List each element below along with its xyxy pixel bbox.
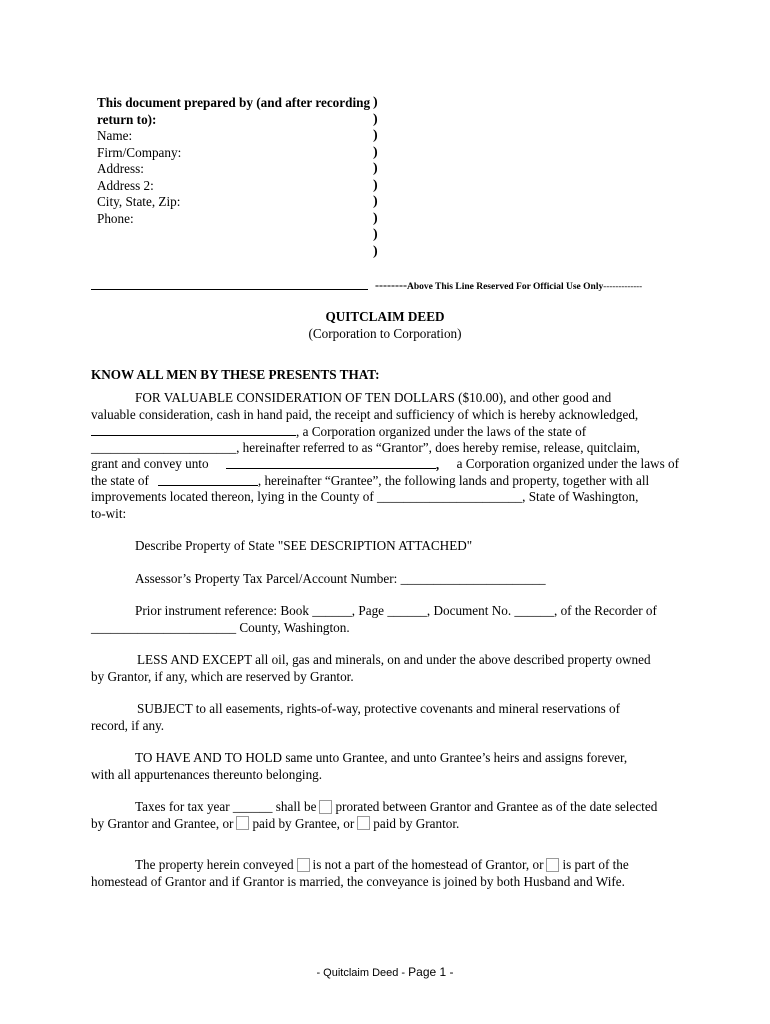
consideration-text: improvements located thereon, lying in the County of ______________________, State of Washington, xyxy=(91,489,639,504)
paren: ) xyxy=(373,111,378,127)
taxes-line xyxy=(91,799,679,816)
consideration-text: , hereinafter referred to as “Grantor”, does hereby remise, release, quitclaim, xyxy=(236,439,640,455)
footer-label: - Quitclaim Deed - xyxy=(316,967,406,979)
consideration-text: to-wit: xyxy=(91,505,127,521)
taxes-line xyxy=(91,816,679,833)
habendum-paragraph xyxy=(91,750,679,783)
recording-divider-line xyxy=(91,289,368,290)
prepared-by-heading-2: return to): xyxy=(97,111,157,127)
taxes-text: by Grantor and Grantee, or xyxy=(91,815,234,831)
taxes-text: paid by Grantor. xyxy=(373,815,460,831)
page-footer xyxy=(0,964,770,982)
know-all-heading: KNOW ALL MEN BY THESE PRESENTS THAT: xyxy=(91,367,380,382)
consideration-paragraph xyxy=(91,390,679,522)
prior-instrument-paragraph xyxy=(91,603,679,636)
prepared-by-block xyxy=(97,95,371,227)
consideration-line xyxy=(91,440,679,457)
reserved-text: Above This Line Reserved For Official Use Only xyxy=(406,282,604,292)
consideration-line xyxy=(91,473,679,490)
less-and-except-paragraph xyxy=(91,652,679,685)
homestead-line xyxy=(91,874,679,891)
reserved-dashes-left: -------- xyxy=(375,278,407,292)
grantor-name-blank[interactable] xyxy=(91,423,296,436)
taxes-text: prorated between Grantor and Grantee as of the date selected xyxy=(335,799,658,814)
consideration-line xyxy=(91,407,679,424)
paren: ) xyxy=(373,128,378,143)
paren: ) xyxy=(373,161,378,176)
is-homestead-checkbox[interactable] xyxy=(546,858,559,872)
consideration-text: valuable consideration, cash in hand paid, the receipt and sufficiency of which is hereby acknowledged, xyxy=(91,406,639,422)
consideration-line xyxy=(91,456,679,473)
not-homestead-checkbox[interactable] xyxy=(297,858,310,872)
assessor-parcel-number: Assessor’s Property Tax Parcel/Account Number: ______________________ xyxy=(135,571,546,586)
prior-text: Prior instrument reference: Book ______, Page ______, Document No. ______, of the Recorder of xyxy=(135,603,657,618)
homestead-paragraph xyxy=(91,857,679,890)
consideration-line xyxy=(91,390,679,407)
consideration-text: , a Corporation organized under the laws of the state of xyxy=(296,424,587,439)
paren: ) xyxy=(373,243,378,259)
homestead-text: homestead of Grantor and if Grantor is married, the conveyance is joined by both Husband and Wife. xyxy=(91,873,625,889)
subject-line xyxy=(91,701,679,718)
consideration-text: grant and convey unto xyxy=(91,456,209,471)
paid-by-grantee-checkbox[interactable] xyxy=(236,816,249,830)
paren: ) xyxy=(373,177,378,193)
field-phone-label: Phone: xyxy=(97,210,134,226)
page-number: Page 1 - xyxy=(408,965,454,979)
field-city-label: City, State, Zip: xyxy=(97,194,181,209)
habendum-text: TO HAVE AND TO HOLD same unto Grantee, and unto Grantee’s heirs and assigns forever, xyxy=(135,750,628,765)
field-address-label: Address: xyxy=(97,161,144,176)
consideration-text: a Corporation organized under the laws of xyxy=(456,456,679,471)
subject-text: SUBJECT to all easements, rights-of-way, protective covenants and mineral reservations of xyxy=(137,701,621,716)
consideration-line xyxy=(91,423,679,440)
prepared-by-heading: This document prepared by (and after recording xyxy=(97,95,371,110)
homestead-text: is part of the xyxy=(562,857,629,872)
taxes-paragraph xyxy=(91,799,679,832)
less-line xyxy=(91,652,679,669)
grantee-name-blank[interactable] xyxy=(226,456,436,469)
subject-text: record, if any. xyxy=(91,717,165,733)
reserved-dashes-right: ------------- xyxy=(603,281,643,291)
consideration-line xyxy=(91,489,679,506)
less-line xyxy=(91,669,679,686)
field-address2-label: Address 2: xyxy=(97,177,154,193)
consideration-line xyxy=(91,506,679,523)
reserved-line-notice xyxy=(375,277,642,296)
homestead-line xyxy=(91,857,679,874)
paren: ) xyxy=(373,144,378,160)
prorated-checkbox[interactable] xyxy=(319,800,332,814)
paren: ) xyxy=(373,194,378,209)
prior-text: ______________________ County, Washington. xyxy=(91,619,350,635)
document-title: QUITCLAIM DEED xyxy=(325,309,445,324)
property-description: Describe Property of State "SEE DESCRIPTION ATTACHED" xyxy=(135,538,473,553)
comma: , xyxy=(435,457,440,472)
grantee-state-blank[interactable] xyxy=(158,473,258,486)
paid-by-grantor-checkbox[interactable] xyxy=(357,816,370,830)
consideration-text: , hereinafter “Grantee”, the following lands and property, together with all xyxy=(257,472,650,488)
less-text: by Grantor, if any, which are reserved by Grantor. xyxy=(91,668,354,684)
habendum-text: with all appurtenances thereunto belonging. xyxy=(91,766,323,782)
bracket-column xyxy=(373,95,378,260)
consideration-text: the state of xyxy=(91,472,149,488)
subject-line xyxy=(91,718,679,735)
prior-line xyxy=(91,620,679,637)
paren: ) xyxy=(373,95,378,110)
taxes-text: Taxes for tax year ______ shall be xyxy=(135,799,317,814)
consideration-text: FOR VALUABLE CONSIDERATION OF TEN DOLLARS ($10.00), and other good and xyxy=(135,390,612,405)
grantor-state-blank[interactable]: ______________________ xyxy=(91,439,237,455)
paren: ) xyxy=(373,210,378,226)
subject-to-paragraph xyxy=(91,701,679,734)
paren: ) xyxy=(373,227,378,242)
field-name-label: Name: xyxy=(97,128,133,143)
less-text: LESS AND EXCEPT all oil, gas and minerals, on and under the above described property owned xyxy=(137,652,651,667)
homestead-text: is not a part of the homestead of Grantor, or xyxy=(312,857,544,872)
document-subtitle: (Corporation to Corporation) xyxy=(308,326,462,341)
taxes-text: paid by Grantee, or xyxy=(252,815,355,831)
homestead-text: The property herein conveyed xyxy=(135,857,294,872)
prior-line xyxy=(91,603,679,620)
habendum-line xyxy=(91,767,679,784)
field-firm-label: Firm/Company: xyxy=(97,144,182,160)
habendum-line xyxy=(91,750,679,767)
